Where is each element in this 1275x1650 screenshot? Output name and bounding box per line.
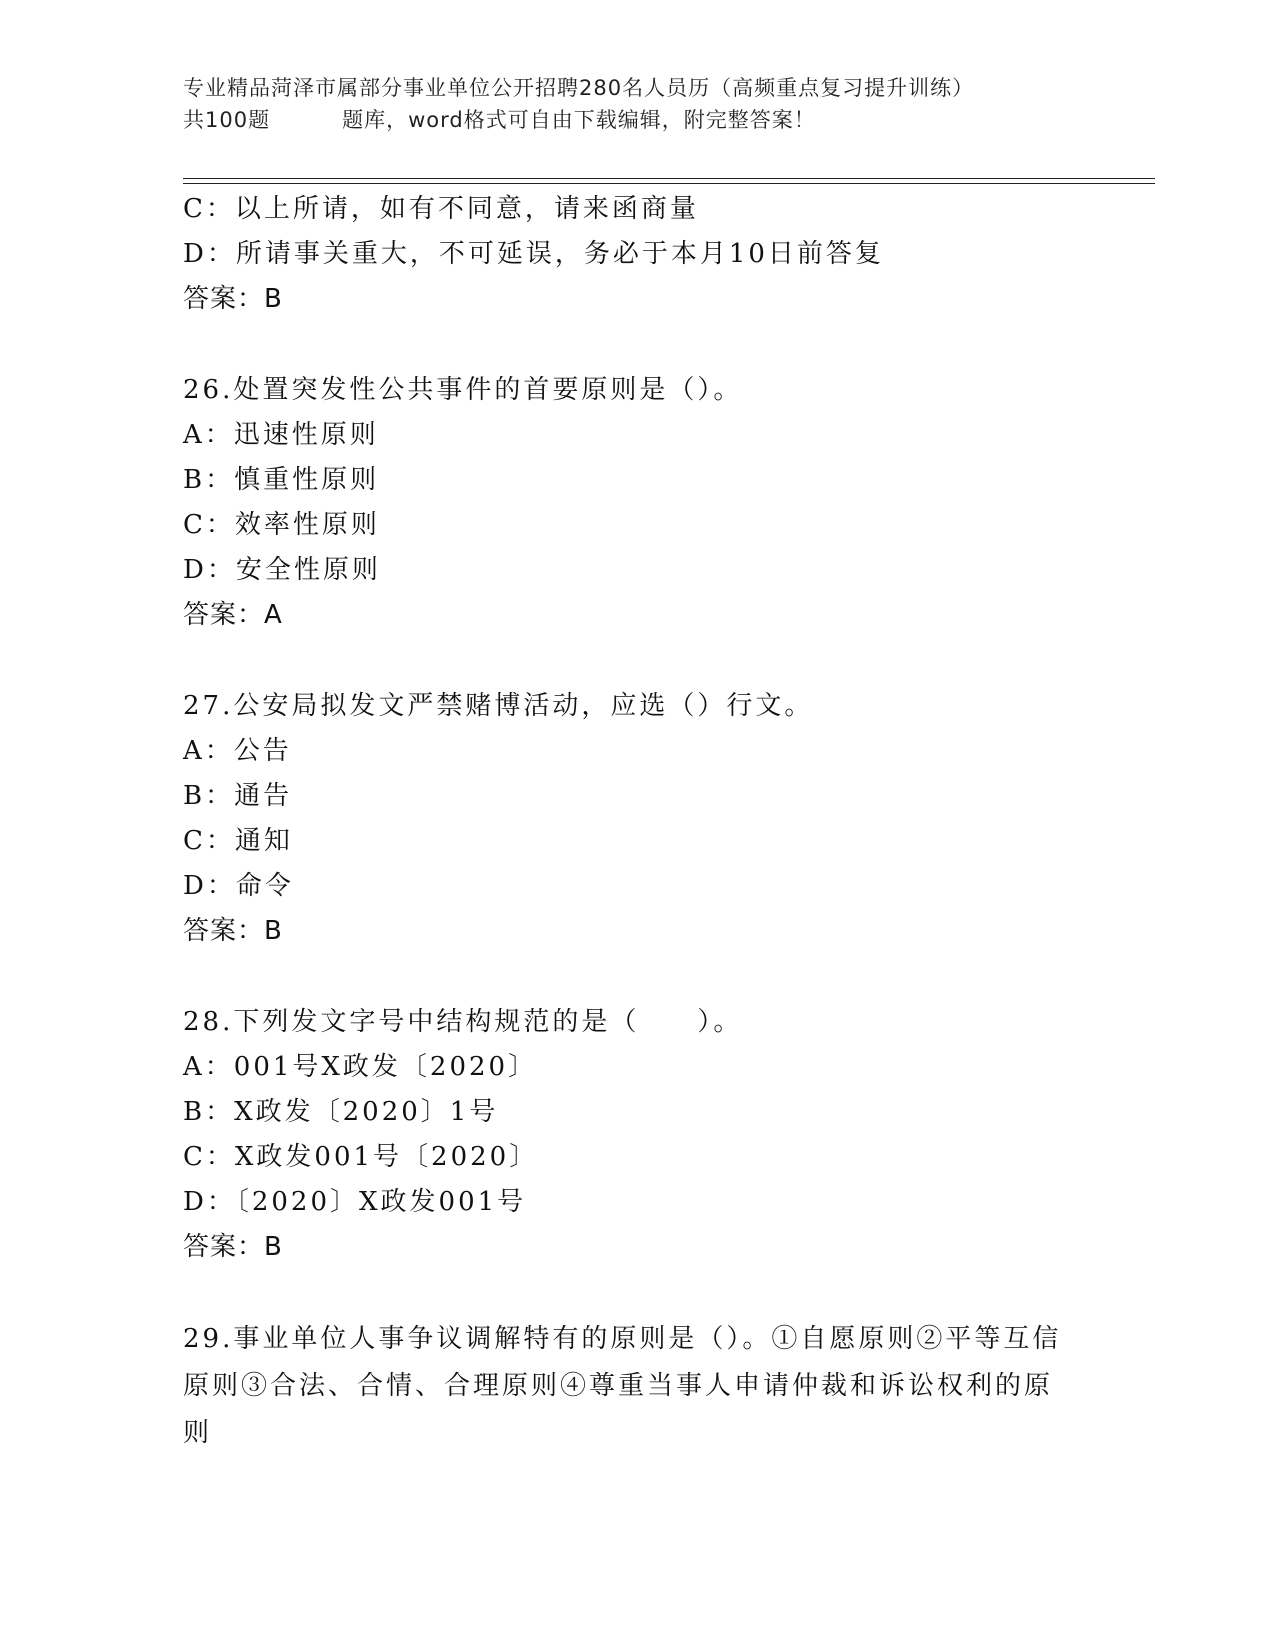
option-c: C：X政发001号〔2020〕 [183, 1142, 539, 1172]
option-c: C：通知 [183, 826, 293, 856]
header-title-line: 专业精品菏泽市属部分事业单位公开招聘280名人员历（高频重点复习提升训练） [183, 76, 975, 100]
question-26 [183, 368, 1083, 638]
answer-line: 答案：B [183, 916, 283, 946]
question-29 [183, 1316, 1083, 1457]
header-divider-top [183, 178, 1155, 179]
option-d: D：命令 [183, 871, 294, 901]
answer-line: 答案：B [183, 284, 283, 314]
header-question-count: 共100题 [183, 108, 271, 132]
header-subtitle-line [183, 104, 1083, 136]
answer-line: 答案：B [183, 1232, 283, 1262]
question-title: 26.处置突发性公共事件的首要原则是（）。 [183, 375, 743, 405]
option-b: B：通告 [183, 781, 293, 811]
option-d: D：〔2020〕X政发001号 [183, 1187, 527, 1217]
question-content [183, 187, 1083, 1457]
previous-question-tail [183, 187, 1083, 322]
document-header [183, 72, 1083, 136]
question-title: 29.事业单位人事争议调解特有的原则是（）。①自愿原则②平等互信原则③合法、合情、合理原则④尊重当事人申请仲裁和诉讼权利的原则 [183, 1324, 1062, 1448]
answer-line: 答案：A [183, 600, 283, 630]
option-c: C：以上所请，如有不同意，请来函商量 [183, 194, 699, 224]
option-d: D：安全性原则 [183, 555, 381, 585]
header-divider-bottom [183, 183, 1155, 184]
option-a: A：001号X政发〔2020〕 [183, 1052, 538, 1082]
question-title: 28.下列发文字号中结构规范的是（ ）。 [183, 1007, 743, 1037]
question-28 [183, 1000, 1083, 1270]
question-27 [183, 684, 1083, 954]
option-b: B：X政发〔2020〕1号 [183, 1097, 499, 1127]
option-b: B：慎重性原则 [183, 465, 380, 495]
option-a: A：迅速性原则 [183, 420, 379, 450]
option-a: A：公告 [183, 736, 292, 766]
option-c: C：效率性原则 [183, 510, 380, 540]
option-d: D：所请事关重大，不可延误，务必于本月10日前答复 [183, 239, 884, 269]
header-description: 题库，word格式可自由下载编辑，附完整答案！ [342, 108, 816, 132]
question-title: 27.公安局拟发文严禁赌博活动，应选（）行文。 [183, 691, 814, 721]
